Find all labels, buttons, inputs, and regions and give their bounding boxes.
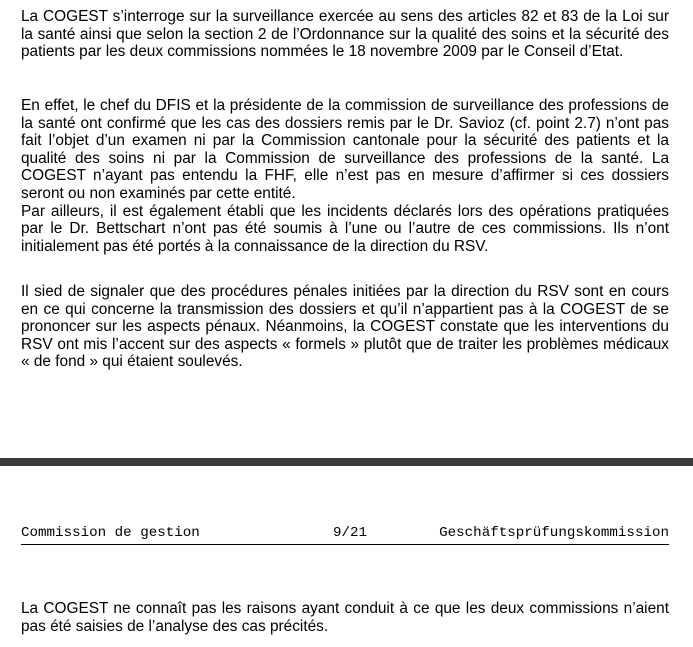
paragraph-text: Par ailleurs, il est également établi que les incidents déclarés lors des opérations pratiquées par le Dr. Bettschart n’ont pas été soumis à l’une ou l’autre de ces commissions. Ils n’ont initialement pas été portés à la connaissance de la direction du RSV. xyxy=(21,202,669,255)
paragraph-cogest-surveillance xyxy=(21,8,669,61)
page-footer xyxy=(21,524,669,544)
paragraph-dfis-confirmation xyxy=(21,97,669,255)
page-separator xyxy=(0,458,693,466)
footer-rule xyxy=(21,544,669,545)
paragraph-text: La COGEST ne connaît pas les raisons ayant conduit à ce que les deux commissions n’aient pas été saisies de l’analyse des cas précités. xyxy=(21,600,669,635)
footer-page-number: 9/21 xyxy=(333,525,368,541)
footer-commission-fr: Commission de gestion xyxy=(21,525,200,541)
paragraph-procedures-penales xyxy=(21,283,669,371)
paragraph-text: La COGEST s’interroge sur la surveillance exercée au sens des articles 82 et 83 de la Loi sur la santé ainsi que selon la section 2 de l’Ordonnance sur la qualité des soins et la sécurité des patients par les deux commissions nommées le 18 novembre 2009 par le Conseil d’Etat. xyxy=(21,8,669,61)
paragraph-raisons xyxy=(21,600,669,635)
paragraph-text: En effet, le chef du DFIS et la présidente de la commission de surveillance des professions de la santé ont confirmé que les cas des dossiers remis par le Dr. Savioz (cf. point 2.7) n’ont pas fait l’objet d’un examen ni par la Commission cantonale pour la sécurité des patients et la qualité des soins ni par la Commission de surveillance des professions de la santé. La COGEST n’ayant pas entendu la FHF, elle n’est pas en mesure d’affirmer si ces dossiers seront ou non examinés par cette entité. xyxy=(21,97,669,202)
footer-commission-de: Geschäftsprüfungskommission xyxy=(439,525,669,541)
paragraph-text: Il sied de signaler que des procédures pénales initiées par la direction du RSV sont en cours en ce qui concerne la transmission des dossiers et qu’il n’appartient pas à la COGEST de se prononcer sur les aspects pénaux. Néanmoins, la COGEST constate que les interventions du RSV ont mis l’accent sur des aspects « formels » plutôt que de traiter les problèmes médicaux « de fond » qui étaient soulevés. xyxy=(21,283,669,371)
